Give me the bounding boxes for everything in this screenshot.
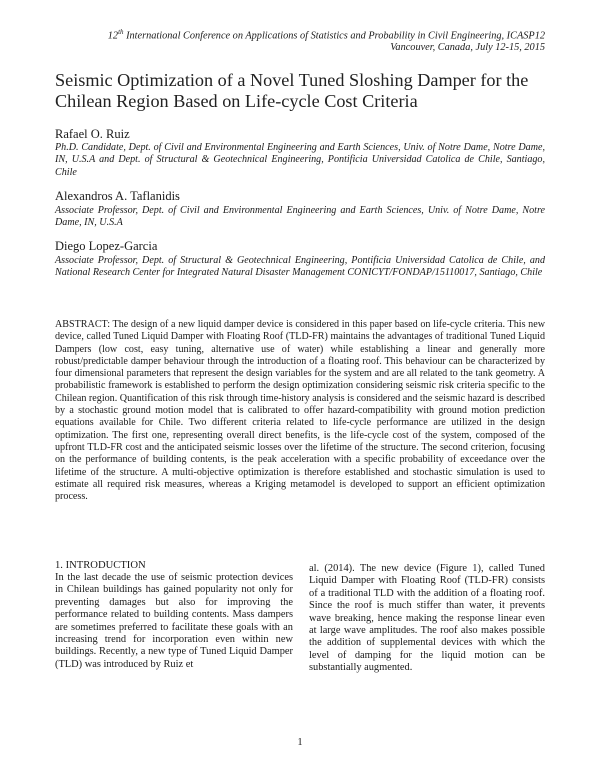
intro-right-column: al. (2014). The new device (Figure 1), called Tuned Liquid Damper with Floating Roof (TLD-FR) consists of a traditional TLD with the addition of a floating roof. Since the roof is much stiffer than water, it prevents wave breaking, hence making the response linear even at large wave amplitudes. The roof also makes possible the addition of supplemental devices with which the level of damping for the liquid motion can be substantially augmented.	[309, 563, 545, 674]
author-name-1: Rafael O. Ruiz	[55, 127, 130, 141]
conference-header	[75, 26, 545, 54]
paper-title: Seismic Optimization of a Novel Tuned Sloshing Damper for the Chilean Region Based on Life-cycle Cost Criteria	[55, 70, 529, 111]
conference-ordinal: 12	[107, 30, 119, 42]
conference-name: International Conference on Applications of Statistics and Probability in Civil Engineering, ICASP12	[123, 30, 545, 42]
page-number: 1	[297, 737, 303, 748]
conference-location: Vancouver, Canada, July 12-15, 2015	[390, 42, 545, 54]
conference-line	[75, 26, 545, 42]
intro-left-column: In the last decade the use of seismic protection devices in Chilean buildings has gained popularity not only for preventing damages but also for improving the performance related to building contents. Mass dampers are sometimes preferred to facilitate these goals with an increasing trend for incorporation even within new buildings. Recently, a new type of Tuned Liquid Damper (TLD) was introduced by Ruiz et	[55, 572, 293, 670]
section-heading: 1. INTRODUCTION	[55, 560, 146, 571]
author-name-2: Alexandros A. Taflanidis	[55, 189, 180, 203]
author-name-3: Diego Lopez-Garcia	[55, 239, 158, 253]
abstract: ABSTRACT: The design of a new liquid damper device is considered in this paper based on life-cycle criteria. This new device, called Tuned Liquid Damper with Floating Roof (TLD-FR) maintains the advantages of traditional Tuned Liquid Dampers (low cost, easy tuning, alternative use of water) while establishing a linear and generally more robust/predictable damper behaviour through the introduction of a floating roof. This behaviour can be characterized by four dimensional parameters that represent the design variables for the system and are all related to the tank geometry. A probabilistic framework is established to perform the design optimization considering seismic risk criteria specific to the Chilean region. Quantification of this risk through time-history analysis is considered and the seismic hazard is described by a stochastic ground motion model that is calibrated to offer hazard-compatibility with ground motion prediction equations available for Chile. Two different criteria related to life-cycle performance are utilized in the design optimization. The first one, representing overall direct benefits, is the life-cycle cost of the system, composed of the upfront TLD-FR cost and the anticipated seismic losses over the lifetime of the structure. The second criterion, focusing on the performance of building contents, is the peak acceleration with a specific probability of exceedance over the lifetime of the structure. A multi-objective optimization is therefore established and stochastic simulation is used to estimate all required risk measures, whereas a Kriging metamodel is developed to support an efficient optimization process.	[55, 319, 545, 503]
author-affiliation-1: Ph.D. Candidate, Dept. of Civil and Environmental Engineering and Earth Sciences, Univ. of Notre Dame, Notre Dame, IN, U.S.A and Dept. of Structural & Geotechnical Engineering, Pontificia Universidad Catolica de Chile, Santiago, Chile	[55, 142, 545, 178]
conference-ordinal-suffix: th	[118, 28, 124, 36]
author-affiliation-3: Associate Professor, Dept. of Structural & Geotechnical Engineering, Pontificia Universidad Catolica de Chile, and National Research Center for Integrated Natural Disaster Management CONICYT/FONDAP/15110017, Santiago, Chile	[55, 255, 545, 279]
author-affiliation-2: Associate Professor, Dept. of Civil and Environmental Engineering and Earth Sciences, Univ. of Notre Dame, Notre Dame, IN, U.S.A	[55, 205, 545, 229]
